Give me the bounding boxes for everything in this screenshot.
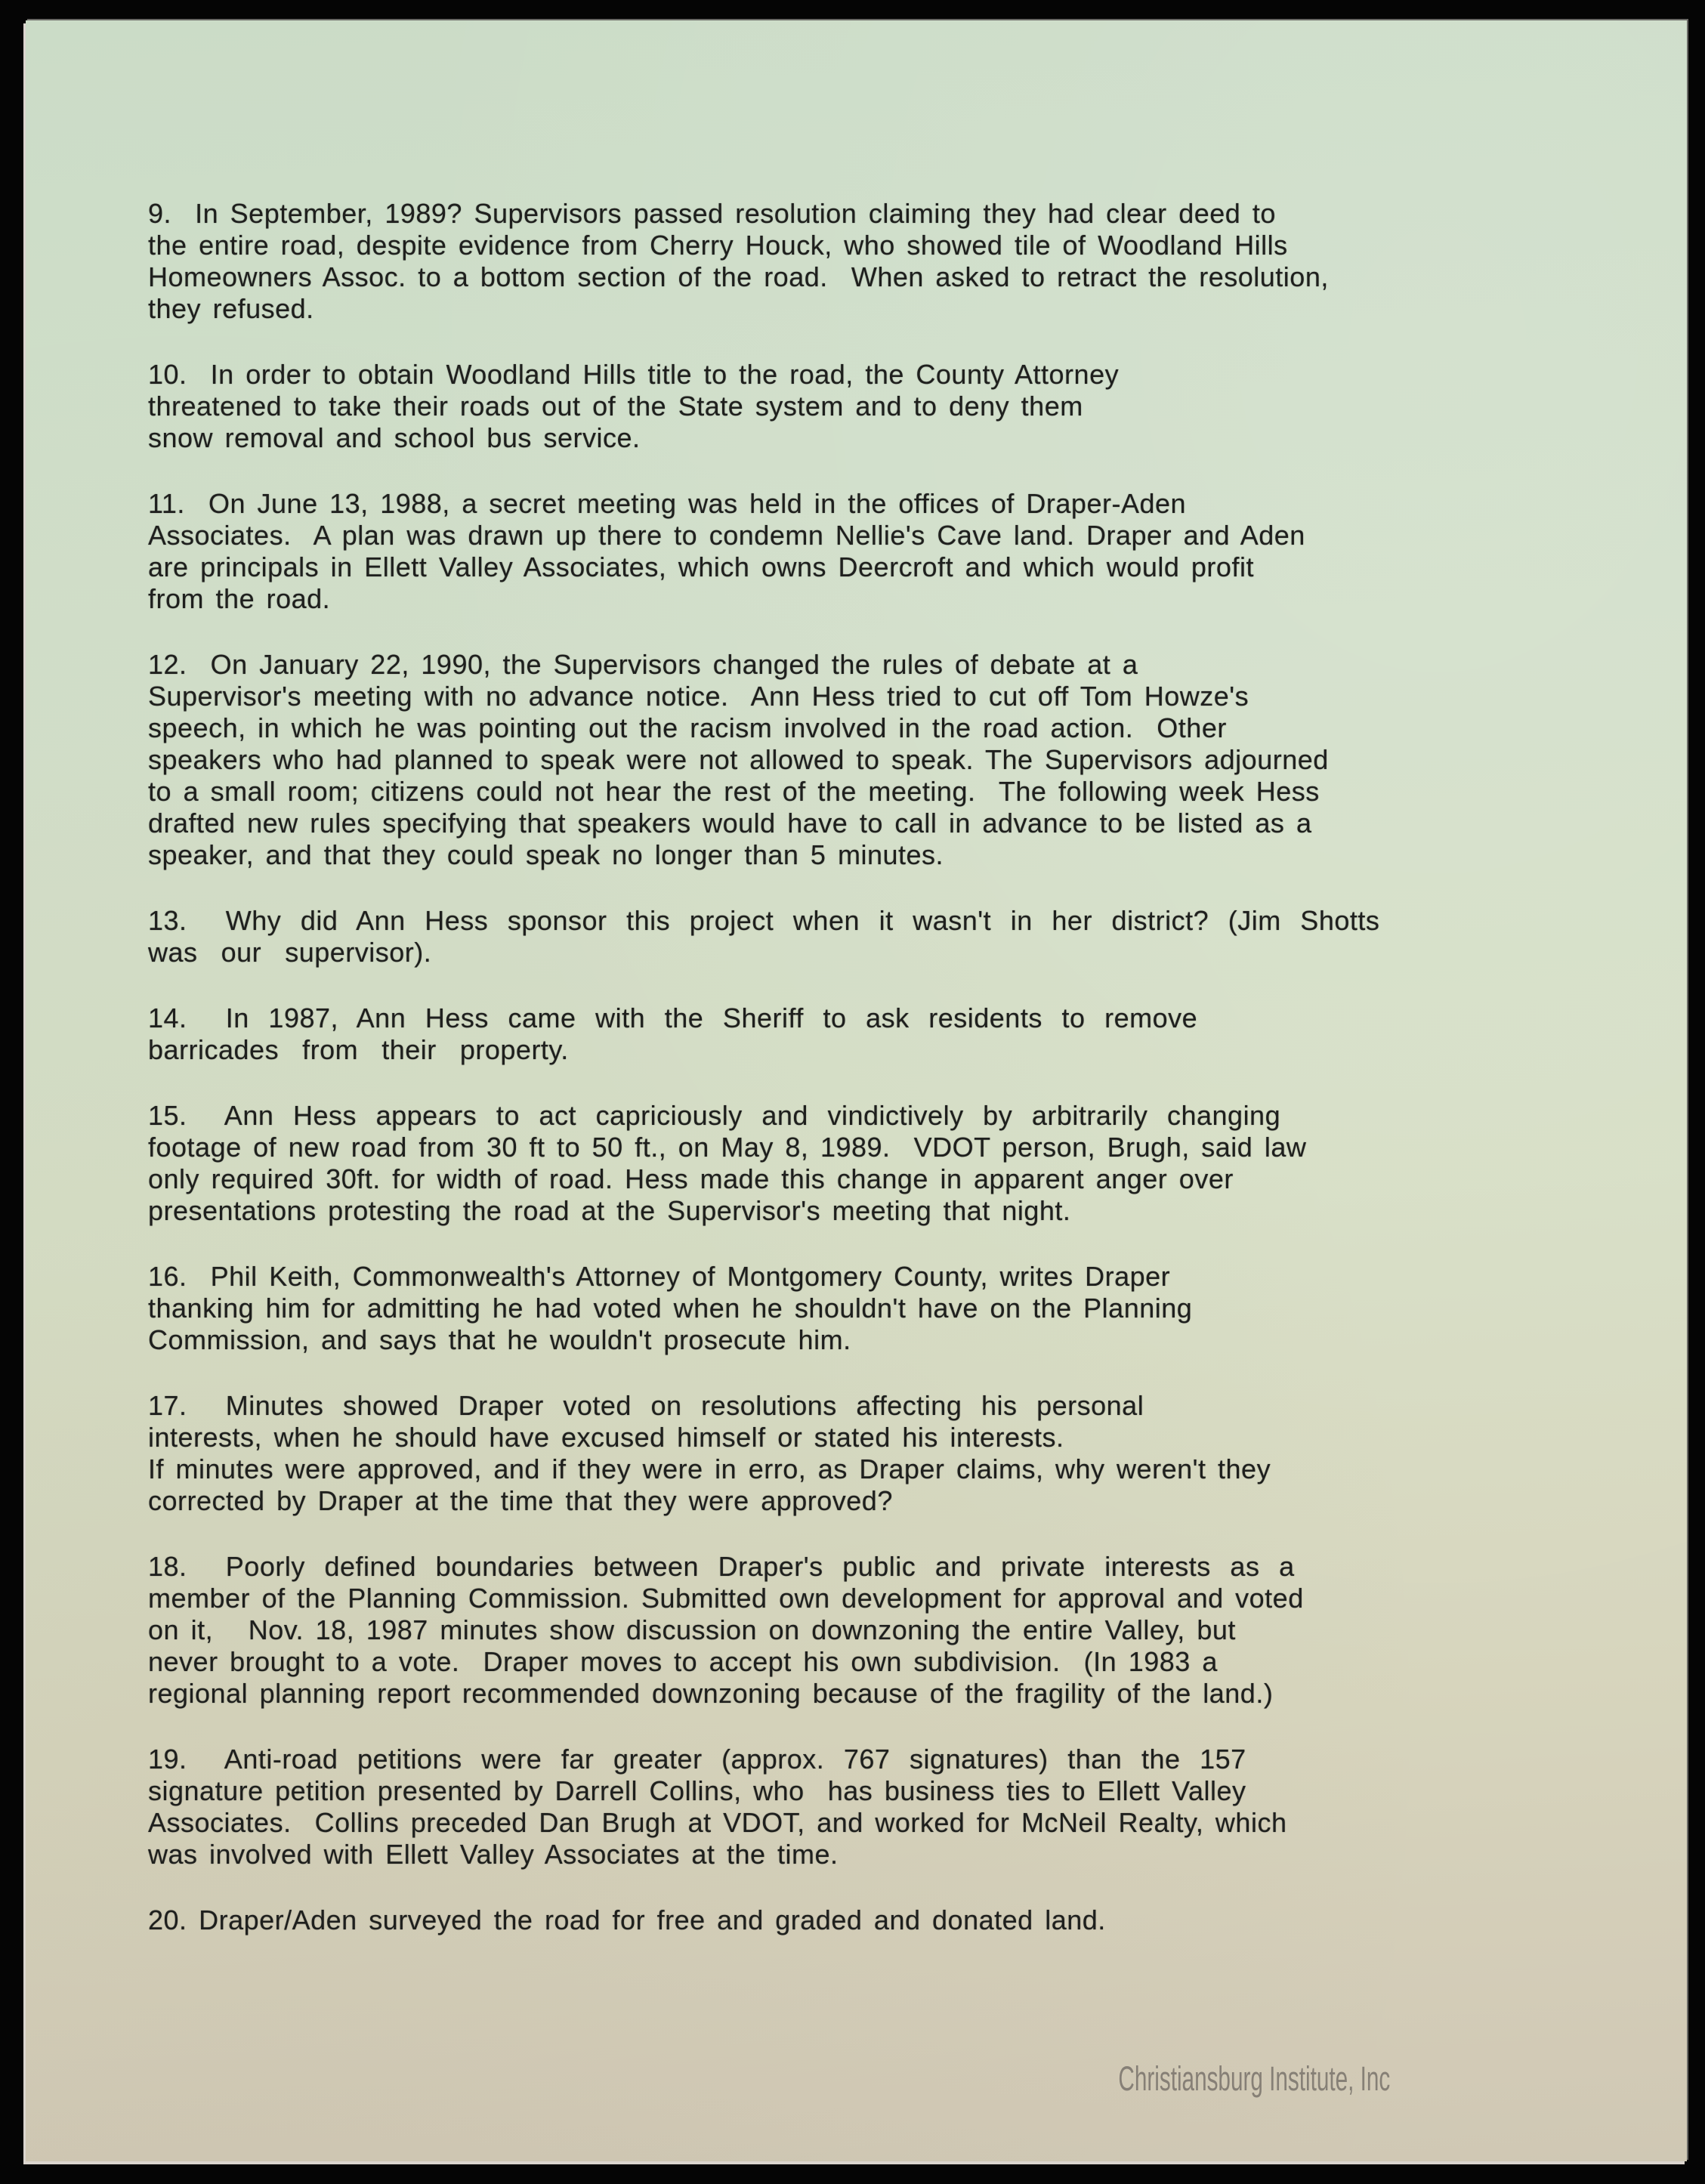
text-line: was our supervisor).	[148, 937, 432, 968]
paragraph	[148, 488, 1444, 615]
text-line: 9. In September, 1989? Supervisors passed resolution claiming they had clear deed to	[148, 198, 1276, 229]
text-line: snow removal and school bus service.	[148, 422, 641, 453]
text-line: they refused.	[148, 293, 314, 324]
text-line: 12. On January 22, 1990, the Supervisors changed the rules of debate at a	[148, 649, 1138, 680]
paragraph	[148, 1904, 1444, 1936]
paragraph	[148, 649, 1444, 871]
text-line: from the road.	[148, 583, 331, 614]
paragraph	[148, 1744, 1444, 1870]
text-line: Associates. A plan was drawn up there to condemn Nellie's Cave land. Draper and Aden	[148, 520, 1305, 551]
text-line: only required 30ft. for width of road. Hess made this change in apparent anger over	[148, 1163, 1234, 1194]
text-line: presentations protesting the road at the Supervisor's meeting that night.	[148, 1195, 1071, 1226]
text-line: threatened to take their roads out of the State system and to deny them	[148, 391, 1083, 422]
text-line: 15. Ann Hess appears to act capriciously and vindictively by arbitrarily changing	[148, 1100, 1281, 1131]
text-line: If minutes were approved, and if they were in erro, as Draper claims, why weren't they	[148, 1453, 1271, 1484]
text-line: never brought to a vote. Draper moves to accept his own subdivision. (In 1983 a	[148, 1646, 1218, 1677]
text-line: 16. Phil Keith, Commonwealth's Attorney of Montgomery County, writes Draper	[148, 1261, 1171, 1292]
text-line: 18. Poorly defined boundaries between Draper's public and private interests as a	[148, 1551, 1295, 1582]
text-line: barricades from their property.	[148, 1034, 569, 1065]
text-line: Commission, and says that he wouldn't prosecute him.	[148, 1324, 851, 1355]
text-line: drafted new rules specifying that speakers would have to call in advance to be listed as a	[148, 808, 1312, 839]
text-line: 14. In 1987, Ann Hess came with the Sheriff to ask residents to remove	[148, 1002, 1198, 1033]
text-line: corrected by Draper at the time that they were approved?	[148, 1485, 893, 1516]
paragraph	[148, 198, 1444, 325]
text-line: Supervisor's meeting with no advance notice. Ann Hess tried to cut off Tom Howze's	[148, 681, 1249, 712]
text-line: speakers who had planned to speak were not allowed to speak. The Supervisors adjourned	[148, 744, 1329, 775]
text-line: Homeowners Assoc. to a bottom section of the road. When asked to retract the resolution,	[148, 261, 1329, 292]
text-line: 13. Why did Ann Hess sponsor this project when it wasn't in her district? (Jim Shotts	[148, 905, 1380, 936]
text-line: footage of new road from 30 ft to 50 ft., on May 8, 1989. VDOT person, Brugh, said law	[148, 1132, 1307, 1163]
text-line: signature petition presented by Darrell Collins, who has business ties to Ellett Valley	[148, 1775, 1246, 1806]
watermark: Christiansburg Institute, Inc	[1118, 2059, 1390, 2098]
text-line: 10. In order to obtain Woodland Hills title to the road, the County Attorney	[148, 359, 1120, 390]
text-line: 20. Draper/Aden surveyed the road for free and graded and donated land.	[148, 1904, 1106, 1935]
text-line: to a small room; citizens could not hear the rest of the meeting. The following week Hess	[148, 776, 1320, 807]
document-page	[26, 20, 1687, 2161]
text-line: 17. Minutes showed Draper voted on resolutions affecting his personal	[148, 1390, 1144, 1421]
text-line: 19. Anti-road petitions were far greater (approx. 767 signatures) than the 157	[148, 1744, 1246, 1775]
paragraph	[148, 1002, 1444, 1066]
text-line: the entire road, despite evidence from Cherry Houck, who showed tile of Woodland Hills	[148, 230, 1288, 261]
text-line: interests, when he should have excused himself or stated his interests.	[148, 1422, 1064, 1453]
text-line: was involved with Ellett Valley Associates at the time.	[148, 1839, 839, 1870]
text-line: speech, in which he was pointing out the racism involved in the road action. Other	[148, 712, 1227, 743]
paragraph	[148, 1390, 1444, 1517]
text-line: member of the Planning Commission. Submitted own development for approval and voted	[148, 1583, 1304, 1614]
document-body	[148, 198, 1444, 1936]
text-line: speaker, and that they could speak no longer than 5 minutes.	[148, 839, 944, 870]
text-line: thanking him for admitting he had voted when he shouldn't have on the Planning	[148, 1293, 1193, 1324]
paragraph	[148, 1551, 1444, 1710]
paragraph	[148, 1261, 1444, 1356]
text-line: are principals in Ellett Valley Associates, which owns Deercroft and which would profit	[148, 551, 1254, 582]
text-line: on it, Nov. 18, 1987 minutes show discussion on downzoning the entire Valley, but	[148, 1614, 1236, 1645]
paragraph	[148, 1100, 1444, 1227]
text-line: Associates. Collins preceded Dan Brugh at VDOT, and worked for McNeil Realty, which	[148, 1807, 1287, 1838]
text-line: regional planning report recommended downzoning because of the fragility of the land.)	[148, 1678, 1274, 1709]
text-line: 11. On June 13, 1988, a secret meeting was held in the offices of Draper-Aden	[148, 488, 1187, 519]
paragraph	[148, 905, 1444, 968]
paragraph	[148, 359, 1444, 454]
